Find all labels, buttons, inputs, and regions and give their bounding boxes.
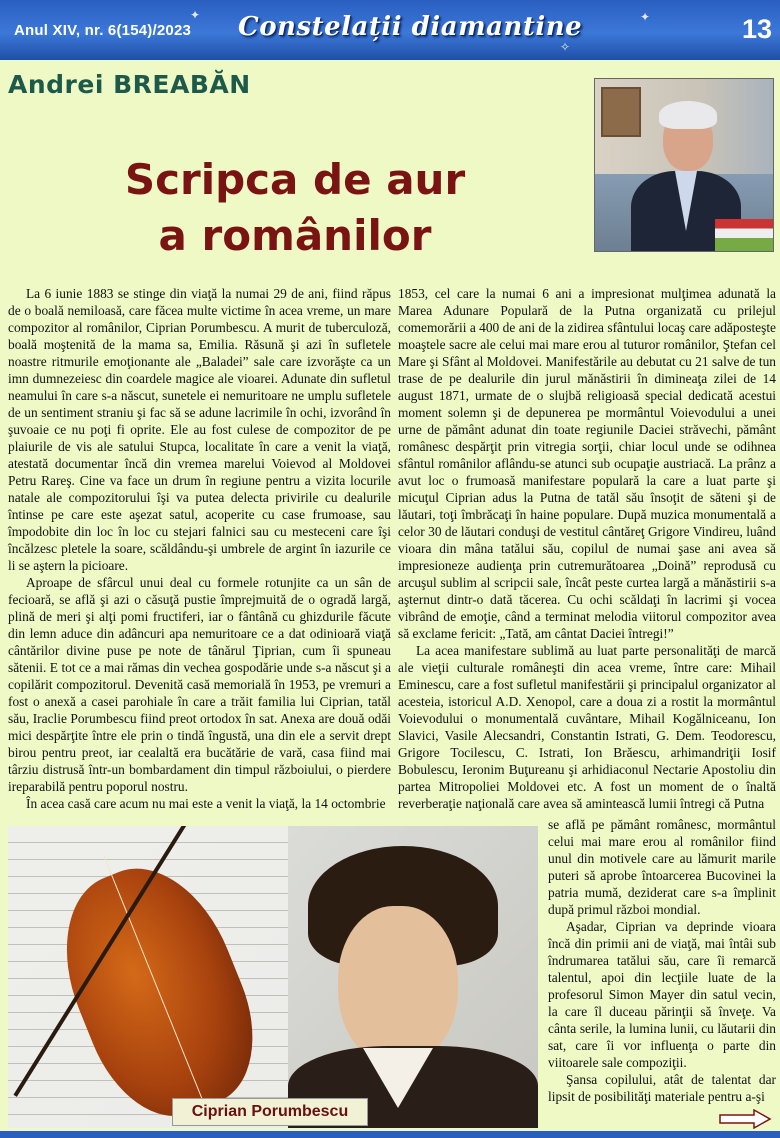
page-number: 13 [741, 14, 772, 44]
paragraph: 1853, cel care la numai 6 ani a impresionat mulţimea adunată la Marea Adunare Populară de la Putna organizată cu prilejul comemorării a 400 de ani de la zidirea sfântului locaş care adăposteşte moaştele sacre ale celui mai mare erou al tuturor românilor, Ştefan cel Mare şi Sfânt al Moldovei. Manifestările au debutat cu 21 salve de tun trase de pe dealurile din jurul mănăstirii în dimineaţa zilei de 14 august 1871, urmate de o slujbă religioasă special dedicată acestui moment solemn şi de depunerea pe mormântul Voievodului a unei urne de pământ adunat din toate regiunile Daciei străvechi, pământ românesc despărţit prin vitregia sorţii, chiar locul unde se odihnea sfântul românilor aflându-se atunci sub ocupaţie austriacă. La prânz a avut loc o frumoasă manifestare populară la care a luat parte şi micuţul Ciprian adus la Putna de tatăl său însoţit de săteni şi de lăutari, toţi îmbrăcaţi în haine populare. După muzica monumentală a celor 30 de lăutari conduşi de vestitul cântăreţ Grigore Vindireu, luând vioara din mâna tatălui său, copilul de numai şase ani avea să impresioneze audienţa prin cutremurătoarea „Doină” reprodusă cu arcuşul sublim al scripcii sale, încât peste curtea largă a mănăstirii s-a aşternut dintr-o dată tăcerea. Cu ochi scăldaţi în lacrimi şi vocea vibrând de emoţie, când a terminat melodia viitorul compozitor avea să exclame fericit: „Tată, am cântat Daciei întregi!” [398, 286, 776, 641]
star-decoration-icon: ✦ [190, 8, 201, 22]
right-arrow-outline-icon [718, 1109, 772, 1129]
footer-band [0, 1131, 780, 1138]
star-decoration-icon: ✧ [560, 40, 571, 54]
article-title [110, 152, 480, 264]
image-caption: Ciprian Porumbescu [172, 1098, 368, 1126]
header-band [0, 0, 780, 60]
text-column-right [398, 285, 776, 812]
paragraph: Şansa copilului, atât de talentat dar lipsit de posibilităţi materiale pentru a-şi [548, 1072, 776, 1104]
text-column-right-lower [548, 816, 776, 1105]
issue-number: Anul XIV, nr. 6(154)/2023 [14, 22, 192, 39]
composer-illustration [8, 826, 538, 1128]
paragraph: La 6 iunie 1883 se stinge din viaţă la numai 29 de ani, fiind răpus de o boală nemiloasă, care făcea multe victime în acea vreme, un mare compozitor al românilor, Ciprian Porumbescu. A murit de tuberculoză, boală moştenită de la mama sa, Emilia. Răsună şi azi în sufletele noastre ritmurile emoţionante ale „Baladei” sale care izvorăşte ca un imn dumnezeiesc din coardele magice ale vioarei. Adunate din sufletul neamului în care s-a născut, sunetele ei nemuritoare ne umplu sufletele de un sentiment straniu şi fac să se adune lacrimile în ochi, izvorând în şuvoaie ce nu poţi fi oprite. Ele au fost culese de compozitor de pe plaiurile de vis ale satului Stupca, localitate în care a venit la viaţă, atestată documentar încă din vremea marelui Voievod al Moldovei Petru Rareş. Cine va face un drum în regiune pentru a vizita locurile natale ale compozitorului îşi va putea delecta privirile cu dealurile întinse pe care este aşezat satul, acoperite cu case frumoase, sau împodobite din loc în loc cu stejari falnici sau cu mesteceni care îşi încălzesc pletele la soare, scăldându-şi umbrele de argint în iazurile ce li se aştern la picioare. [8, 286, 391, 573]
magazine-title: Constelații diamantine [238, 12, 583, 42]
title-line-2: a românilor [158, 211, 432, 260]
paragraph: În acea casă care acum nu mai este a venit la viaţă, la 14 octombrie [26, 796, 386, 811]
paragraph: Aşadar, Ciprian va deprinde vioara încă din primii ani de viaţă, mai întâi sub îndrumarea tatălui său, care îi remarcă talentul, apoi din lecţiile luate de la profesorul Simon Mayer din satul vecin, la care îl duceau părinţii să înveţe. Va cânta serile, la lumina lunii, cu lăutarii din sat, care îi vor influenţa o parte din viitoarele sale compoziţii. [548, 919, 776, 1070]
article-author: Andrei BREABĂN [8, 70, 251, 99]
paragraph: La acea manifestare sublimă au luat parte personalităţi de marcă ale vieţii culturale româneşti din acea vreme, între care: Mihail Eminescu, care a fost sufletul manifestării şi principalul organizator al acesteia, istoricul A.D. Xenopol, care a doua zi a rostit la mormântul Voievodului o monumentală cuvântare, Mihail Kogălniceanu, Ion Slavici, Vasile Alecsandri, Constantin Istrati, G. Dem. Teodorescu, Grigore Tocilescu, C. Istrati, Ion Brăescu, arhimandriţii Iosif Bobulescu, Ieronim Buţureanu şi arhidiaconul Nectarie Apostoliu din partea Mitropoliei Moldovei etc. A fost un moment de o înaltă reverberaţie naţională care avea să amintească lumii întregi că Putna [398, 643, 776, 811]
text-column-left [8, 285, 391, 812]
paragraph: se află pe pământ românesc, mormântul celui mai mare erou al românilor fiind unul din motivele care au lămurit marile puteri să aprobe întoarcerea Bucovinei la patria mumă, deziderat care s-a împlinit după primul război mondial. [548, 817, 776, 917]
author-photo [594, 78, 774, 252]
title-line-1: Scripca de aur [124, 155, 466, 204]
star-decoration-icon: ✦ [640, 10, 651, 24]
paragraph: Aproape de sfârcul unui deal cu formele rotunjite ca un sân de fecioară, se află şi azi o căsuţă pustie împrejmuită de o ogradă largă, plină de meri şi alţi pomi fructiferi, iar o fântână cu ghizdurile făcute din lemn aduce din adâncuri apa nemuritoare ce a dat odinioară viaţă cântărilor divine puse pe note de tânărul Ţiprian, cum îi spuneau sătenii. E tot ce a mai rămas din vechea gospodărie unde s-a născut şi a copilărit compozitorul. Devenită casă memorială în 1953, pe vremuri a fost o anexă a casei parohiale în care a trăit familia lui Ciprian, tatăl său, Iraclie Porumbescu fiind preot ortodox în sat. Anexa are două odăi mici despărţite între ele prin o tindă îngustă, una din ele a servit drept birou pentru preot, iar cealaltă era bucătărie de vară, casa fiind mai târziu distrusă într-un bombardament din timpul războiului, o pierdere ireparabilă pentru poporul nostru. [8, 575, 391, 794]
